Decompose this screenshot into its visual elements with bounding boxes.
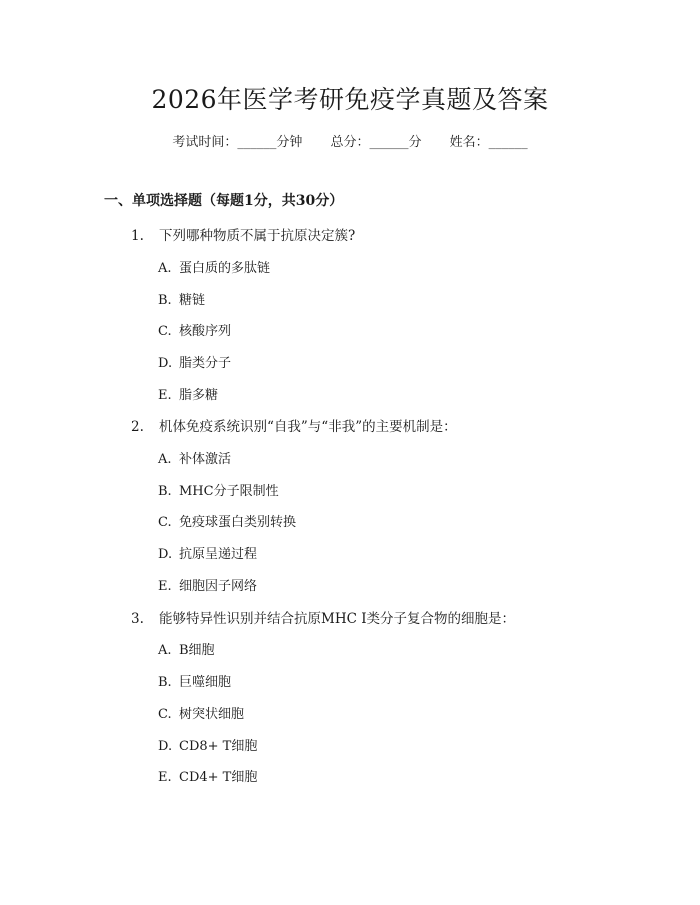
option-1b	[158, 289, 205, 308]
page-title: 2026年医学考研免疫学真题及答案	[151, 85, 549, 114]
option-text: 脂类分子	[179, 356, 232, 371]
question-text: 下列哪种物质不属于抗原决定簇?	[159, 228, 356, 244]
option-letter: D.	[158, 356, 173, 371]
option-2b	[158, 480, 279, 499]
option-letter: A.	[158, 452, 172, 467]
option-text: 核酸序列	[179, 324, 232, 339]
option-letter: C.	[158, 515, 172, 530]
exam-time: 考试时间：______分钟	[172, 135, 303, 150]
option-text: 抗原呈递过程	[179, 547, 258, 562]
total-score: 总分：______分	[330, 135, 422, 150]
option-letter: B.	[158, 675, 172, 690]
option-2a	[158, 448, 231, 467]
option-2c	[158, 511, 296, 530]
question-number: 1.	[131, 228, 144, 244]
question-1	[131, 224, 355, 244]
option-text: 糖链	[179, 293, 206, 308]
option-2e	[158, 575, 257, 594]
option-3d	[158, 735, 257, 754]
question-text: 机体免疫系统识别“自我”与“非我”的主要机制是：	[159, 419, 457, 435]
option-1c	[158, 320, 231, 339]
option-2d	[158, 543, 257, 562]
option-text: 蛋白质的多肽链	[179, 261, 271, 276]
option-letter: C.	[158, 324, 172, 339]
option-3a	[158, 639, 215, 658]
question-2	[131, 415, 457, 435]
option-text: CD8+ T细胞	[179, 739, 258, 754]
question-3	[131, 607, 515, 627]
section-heading: 一、单项选择题（每题1分，共30分）	[104, 193, 344, 209]
question-text: 能够特异性识别并结合抗原MHC I类分子复合物的细胞是：	[159, 611, 516, 627]
option-text: 树突状细胞	[179, 707, 245, 722]
option-text: 免疫球蛋白类别转换	[179, 515, 297, 530]
option-3e	[158, 766, 257, 785]
option-text: CD4+ T细胞	[179, 770, 258, 785]
option-3c	[158, 703, 244, 722]
question-number: 3.	[131, 611, 144, 627]
option-letter: A.	[158, 643, 172, 658]
option-text: 补体激活	[179, 452, 232, 467]
option-letter: E.	[158, 388, 172, 403]
option-letter: E.	[158, 770, 172, 785]
option-text: 细胞因子网络	[179, 579, 258, 594]
option-1d	[158, 352, 231, 371]
option-letter: A.	[158, 261, 172, 276]
option-text: B细胞	[179, 643, 215, 658]
option-letter: D.	[158, 739, 173, 754]
option-text: 脂多糖	[179, 388, 219, 403]
option-letter: B.	[158, 484, 172, 499]
option-text: MHC分子限制性	[179, 484, 279, 499]
option-1a	[158, 257, 270, 276]
student-name: 姓名：______	[449, 135, 528, 150]
question-number: 2.	[131, 419, 144, 435]
option-3b	[158, 671, 231, 690]
option-letter: B.	[158, 293, 172, 308]
option-letter: C.	[158, 707, 172, 722]
option-text: 巨噬细胞	[179, 675, 232, 690]
exam-meta-line	[0, 131, 700, 150]
option-1e	[158, 384, 218, 403]
option-letter: D.	[158, 547, 173, 562]
option-letter: E.	[158, 579, 172, 594]
